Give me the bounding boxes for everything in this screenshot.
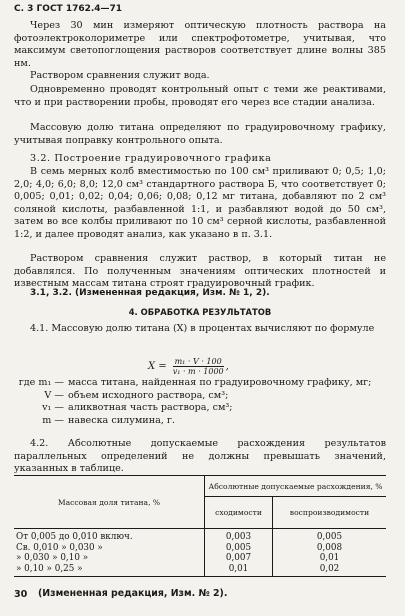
variable-row (14, 377, 386, 390)
variable-symbol: V — (44, 389, 64, 401)
variable-description: масса титана, найденная по градуировочному графику, мг; (68, 377, 372, 388)
table-cell-convergence: 0,003 (205, 529, 273, 543)
table-cell-reproducibility: 0,008 (272, 543, 386, 554)
table-cell-reproducibility: 0,02 (272, 564, 386, 577)
table-header-mass-fraction: Массовая доля титана, % (14, 476, 205, 529)
table-row (14, 553, 386, 564)
paragraph-tolerance: 4.2. Абсолютные допускаемые расхождения результатов параллельных определений не должны превышать значений, указанных в таблице. (14, 438, 386, 475)
table-row (14, 543, 386, 554)
paragraph-reference-water: Раствором сравнения служит вода. (30, 70, 210, 81)
table-cell-range: » 0,10 » 0,25 » (14, 564, 205, 577)
amendment-note-3: 3.1, 3.2. (Измененная редакция, Изм. № 1, 2). (30, 288, 270, 298)
section-title-4: 4. ОБРАБОТКА РЕЗУЛЬТАТОВ (128, 307, 272, 317)
variable-symbol: v₁ — (42, 402, 64, 414)
variable-description: аликвотная часть раствора, см³; (68, 402, 233, 414)
amendment-note-table: (Измененная редакция, Изм. № 2). (38, 588, 228, 599)
variable-row (14, 415, 386, 428)
table-cell-convergence: 0,01 (205, 564, 273, 577)
table-cell-range: От 0,005 до 0,010 включ. (16, 532, 133, 543)
table-header-group: Абсолютные допускаемые расхождения, % (205, 476, 387, 497)
variable-symbol: где m₁ — (18, 377, 64, 388)
page-number: 30 (14, 589, 28, 600)
table-cell-range: » 0,030 » 0,10 » (16, 553, 89, 564)
table-cell-reproducibility: 0,01 (272, 553, 386, 564)
table-row (14, 529, 386, 543)
table-cell-range: Св. 0,010 » 0,030 » (16, 542, 103, 553)
formula-lhs: X = (148, 361, 167, 372)
formula-denominator: v₁ · m · 1000 (172, 367, 224, 376)
table-header-convergence: сходимости (205, 497, 273, 529)
formula-tail: , (225, 361, 229, 372)
table-header-reproducibility: воспроизводимости (272, 497, 386, 529)
paragraph-calibration-procedure: В семь мерных колб вместимостью по 100 см³ приливают 0; 0,5; 1,0; 2,0; 4,0; 6,0; 8,0; 12,0 см³ стандартного раствора Б, что соответствует 0; 0,005; 0,01; 0,02; 0,04; 0,06; 0,08; 0,12 мг титана, добавляют по 2 см³ соляной кислоты, разбавленной 1:1, и разбавляют водой до 50 см³, затем во все колбы приливают по 10 см³ серной кислоты, разбавленной 1:2, и далее проводят анализ, как указано в п. 3.1. (14, 166, 386, 240)
table-cell-convergence: 0,005 (205, 543, 273, 554)
variable-definitions (14, 377, 386, 427)
variable-description: навеска силумина, г. (68, 414, 175, 426)
table-cell-convergence: 0,007 (205, 553, 273, 564)
variable-symbol: m — (42, 414, 64, 426)
variable-description: объем исходного раствора, см³; (68, 389, 229, 401)
table-row (14, 564, 386, 577)
variable-row (14, 402, 386, 415)
page-header: С. 3 ГОСТ 1762.4—71 (14, 4, 123, 14)
paragraph-measurement: Через 30 мин измеряют оптическую плотность раствора на фотоэлектроколориметре или спектрофотометре, учитывая, что максимум светопоглощения растворов соответствует длине волны 385 нм. (14, 20, 386, 69)
titanium-formula (148, 357, 229, 376)
formula-numerator: m₁ · V · 100 (174, 357, 222, 366)
table-cell-reproducibility: 0,005 (272, 529, 386, 543)
paragraph-reference-solution: Раствором сравнения служит раствор, в который титан не добавлялся. По полученным значениям оптических плотностей и известным массам титана строят градуировочный график. (14, 253, 386, 290)
tolerance-table (14, 475, 386, 577)
paragraph-titanium-graph: Массовую долю титана определяют по градуировочному графику, учитывая поправку контрольного опыта. (14, 122, 386, 146)
paragraph-formula-intro: 4.1. Массовую долю титана (X) в процентах вычисляют по формуле (30, 323, 375, 334)
paragraph-control-experiment: Одновременно проводят контрольный опыт с теми же реактивами, что и при растворении пробы, проводят его через все стадии анализа. (14, 84, 386, 108)
formula-fraction (171, 357, 226, 376)
section-heading-3-2: 3.2. Построение градуировочного графика (30, 153, 272, 164)
variable-row (14, 390, 386, 403)
